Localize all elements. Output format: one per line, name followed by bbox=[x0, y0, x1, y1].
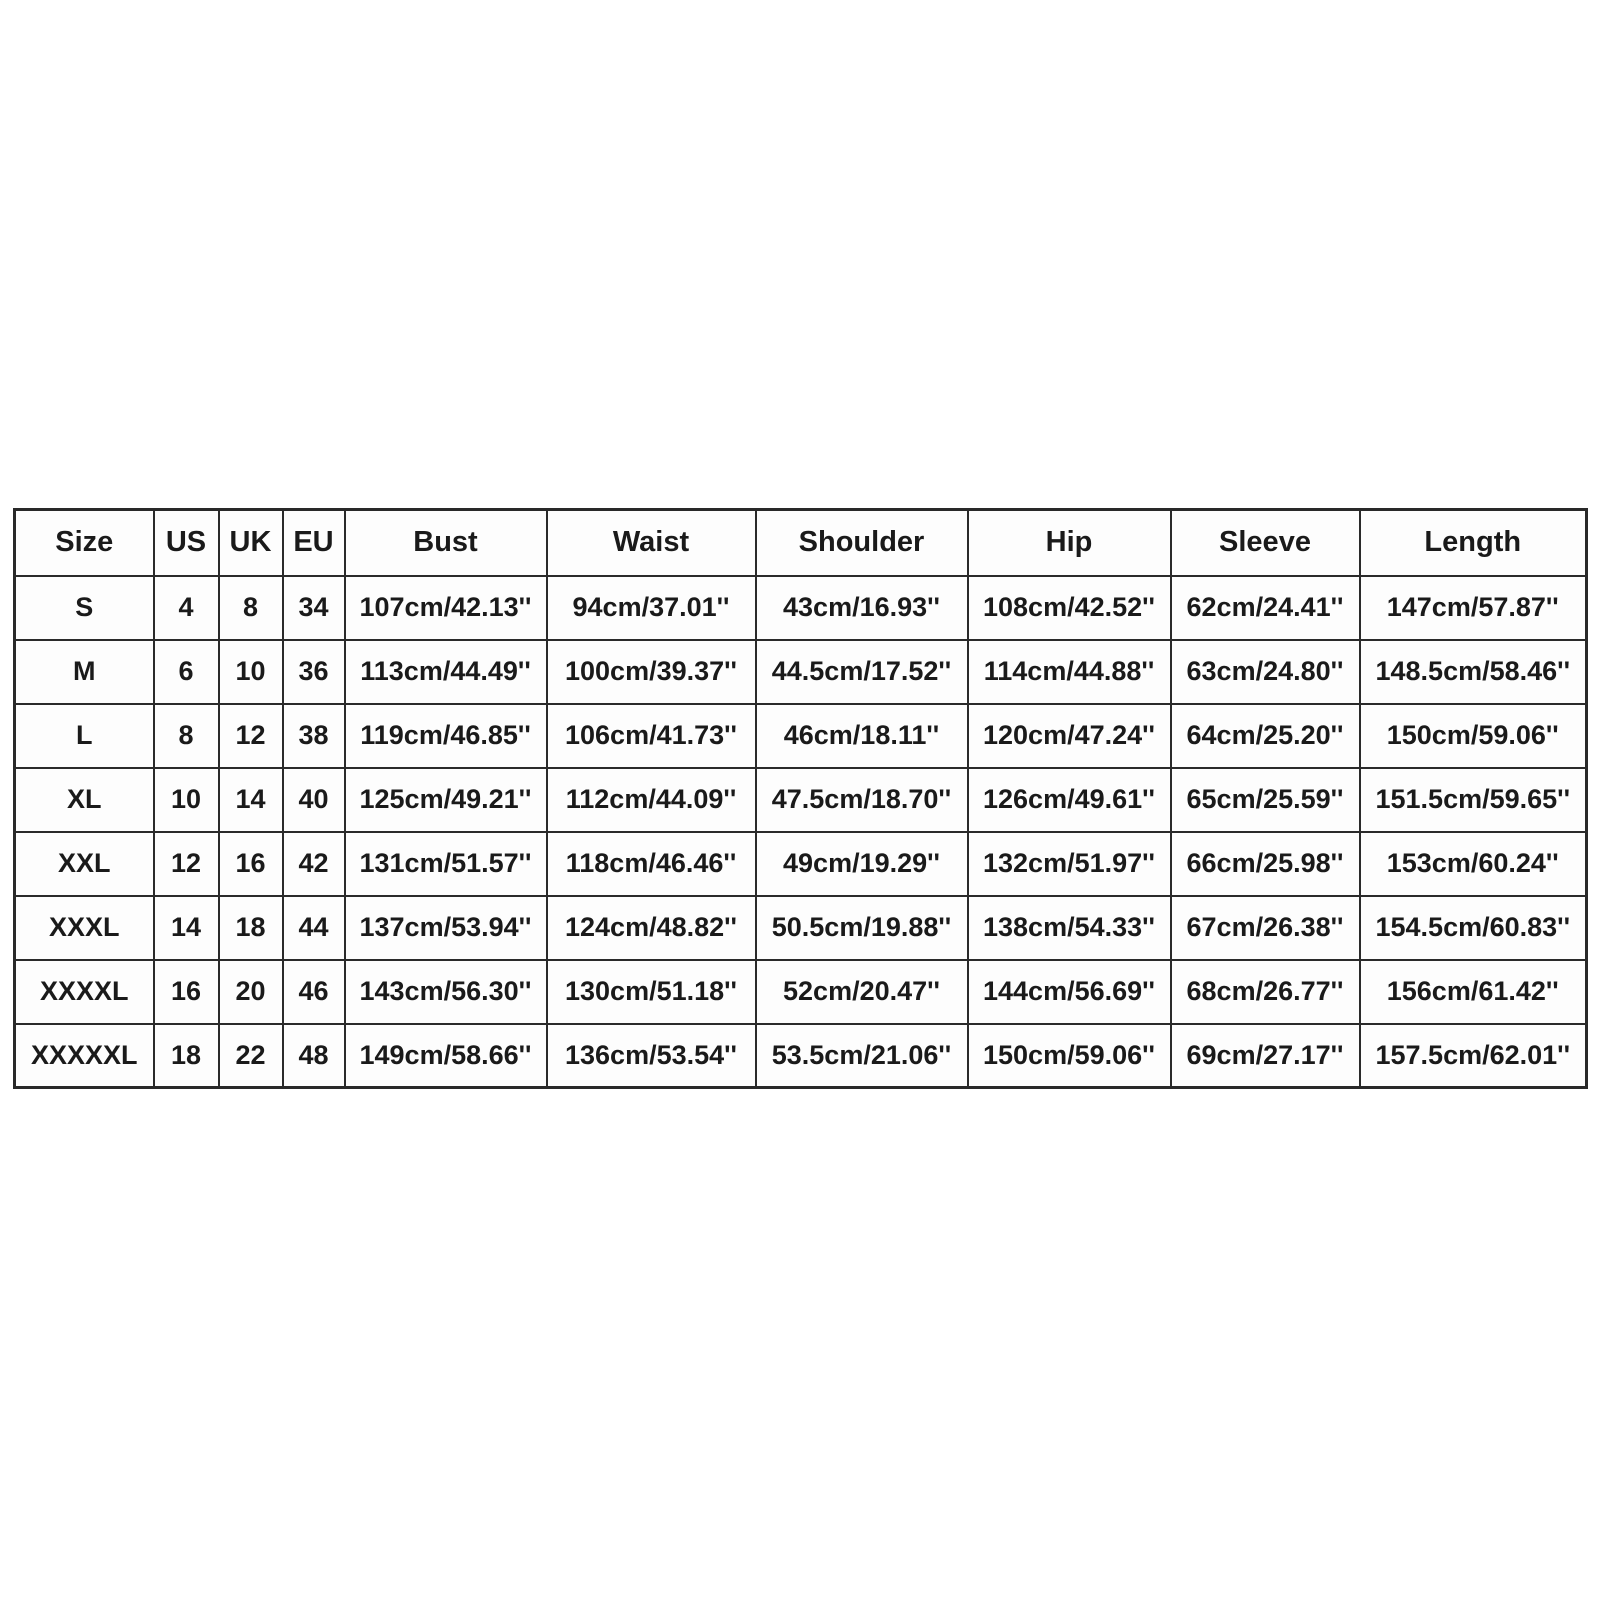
table-cell: 16 bbox=[219, 832, 283, 896]
table-cell: 16 bbox=[154, 960, 219, 1024]
table-cell: 14 bbox=[154, 896, 219, 960]
table-cell: 18 bbox=[219, 896, 283, 960]
table-row bbox=[15, 832, 1587, 896]
table-cell: 100cm/39.37'' bbox=[547, 640, 756, 704]
table-cell: 10 bbox=[154, 768, 219, 832]
table-cell: 47.5cm/18.70'' bbox=[756, 768, 968, 832]
table-cell: 150cm/59.06'' bbox=[968, 1024, 1171, 1088]
table-cell: 62cm/24.41'' bbox=[1171, 576, 1360, 640]
table-cell: 64cm/25.20'' bbox=[1171, 704, 1360, 768]
table-cell: 50.5cm/19.88'' bbox=[756, 896, 968, 960]
table-cell: 106cm/41.73'' bbox=[547, 704, 756, 768]
table-cell: 112cm/44.09'' bbox=[547, 768, 756, 832]
table-cell: 14 bbox=[219, 768, 283, 832]
table-cell: 107cm/42.13'' bbox=[345, 576, 547, 640]
table-cell: 118cm/46.46'' bbox=[547, 832, 756, 896]
table-cell: 114cm/44.88'' bbox=[968, 640, 1171, 704]
table-row bbox=[15, 640, 1587, 704]
table-cell: 8 bbox=[219, 576, 283, 640]
column-header: UK bbox=[219, 510, 283, 576]
table-cell: 119cm/46.85'' bbox=[345, 704, 547, 768]
table-cell: 6 bbox=[154, 640, 219, 704]
column-header: Waist bbox=[547, 510, 756, 576]
table-cell: 151.5cm/59.65'' bbox=[1360, 768, 1587, 832]
table-cell: 147cm/57.87'' bbox=[1360, 576, 1587, 640]
table-cell: 46 bbox=[283, 960, 345, 1024]
table-cell: 8 bbox=[154, 704, 219, 768]
table-cell: 108cm/42.52'' bbox=[968, 576, 1171, 640]
size-label-cell: XL bbox=[15, 768, 154, 832]
table-cell: 153cm/60.24'' bbox=[1360, 832, 1587, 896]
column-header: Sleeve bbox=[1171, 510, 1360, 576]
table-cell: 18 bbox=[154, 1024, 219, 1088]
table-cell: 44.5cm/17.52'' bbox=[756, 640, 968, 704]
table-cell: 46cm/18.11'' bbox=[756, 704, 968, 768]
table-cell: 120cm/47.24'' bbox=[968, 704, 1171, 768]
size-label-cell: XXL bbox=[15, 832, 154, 896]
table-cell: 94cm/37.01'' bbox=[547, 576, 756, 640]
table-cell: 43cm/16.93'' bbox=[756, 576, 968, 640]
size-label-cell: XXXXL bbox=[15, 960, 154, 1024]
table-row bbox=[15, 960, 1587, 1024]
table-cell: 69cm/27.17'' bbox=[1171, 1024, 1360, 1088]
table-row bbox=[15, 768, 1587, 832]
table-row bbox=[15, 704, 1587, 768]
table-cell: 154.5cm/60.83'' bbox=[1360, 896, 1587, 960]
table-cell: 36 bbox=[283, 640, 345, 704]
table-cell: 53.5cm/21.06'' bbox=[756, 1024, 968, 1088]
size-label-cell: XXXXXL bbox=[15, 1024, 154, 1088]
table-cell: 12 bbox=[154, 832, 219, 896]
table-row bbox=[15, 1024, 1587, 1088]
table-cell: 67cm/26.38'' bbox=[1171, 896, 1360, 960]
column-header: US bbox=[154, 510, 219, 576]
size-chart-table bbox=[13, 508, 1588, 1089]
table-cell: 113cm/44.49'' bbox=[345, 640, 547, 704]
table-cell: 132cm/51.97'' bbox=[968, 832, 1171, 896]
table-cell: 148.5cm/58.46'' bbox=[1360, 640, 1587, 704]
table-row bbox=[15, 576, 1587, 640]
table-cell: 150cm/59.06'' bbox=[1360, 704, 1587, 768]
header-row bbox=[15, 510, 1587, 576]
size-label-cell: M bbox=[15, 640, 154, 704]
table-cell: 130cm/51.18'' bbox=[547, 960, 756, 1024]
table-cell: 131cm/51.57'' bbox=[345, 832, 547, 896]
table-cell: 34 bbox=[283, 576, 345, 640]
table-cell: 125cm/49.21'' bbox=[345, 768, 547, 832]
table-cell: 22 bbox=[219, 1024, 283, 1088]
table-cell: 12 bbox=[219, 704, 283, 768]
table-cell: 124cm/48.82'' bbox=[547, 896, 756, 960]
size-label-cell: L bbox=[15, 704, 154, 768]
table-cell: 49cm/19.29'' bbox=[756, 832, 968, 896]
table-cell: 156cm/61.42'' bbox=[1360, 960, 1587, 1024]
table-cell: 44 bbox=[283, 896, 345, 960]
table-cell: 20 bbox=[219, 960, 283, 1024]
table-cell: 38 bbox=[283, 704, 345, 768]
table-cell: 63cm/24.80'' bbox=[1171, 640, 1360, 704]
table-cell: 157.5cm/62.01'' bbox=[1360, 1024, 1587, 1088]
table-cell: 52cm/20.47'' bbox=[756, 960, 968, 1024]
table-body bbox=[15, 576, 1587, 1088]
table-cell: 4 bbox=[154, 576, 219, 640]
table-cell: 42 bbox=[283, 832, 345, 896]
table-cell: 149cm/58.66'' bbox=[345, 1024, 547, 1088]
table-cell: 143cm/56.30'' bbox=[345, 960, 547, 1024]
column-header: Hip bbox=[968, 510, 1171, 576]
table-cell: 136cm/53.54'' bbox=[547, 1024, 756, 1088]
table-cell: 66cm/25.98'' bbox=[1171, 832, 1360, 896]
table-cell: 48 bbox=[283, 1024, 345, 1088]
table-cell: 138cm/54.33'' bbox=[968, 896, 1171, 960]
column-header: Shoulder bbox=[756, 510, 968, 576]
column-header: EU bbox=[283, 510, 345, 576]
size-label-cell: XXXL bbox=[15, 896, 154, 960]
table-cell: 10 bbox=[219, 640, 283, 704]
size-label-cell: S bbox=[15, 576, 154, 640]
table-cell: 126cm/49.61'' bbox=[968, 768, 1171, 832]
table-cell: 65cm/25.59'' bbox=[1171, 768, 1360, 832]
table-cell: 40 bbox=[283, 768, 345, 832]
table-cell: 137cm/53.94'' bbox=[345, 896, 547, 960]
table-row bbox=[15, 896, 1587, 960]
table-cell: 144cm/56.69'' bbox=[968, 960, 1171, 1024]
column-header: Size bbox=[15, 510, 154, 576]
table-cell: 68cm/26.77'' bbox=[1171, 960, 1360, 1024]
column-header: Length bbox=[1360, 510, 1587, 576]
column-header: Bust bbox=[345, 510, 547, 576]
